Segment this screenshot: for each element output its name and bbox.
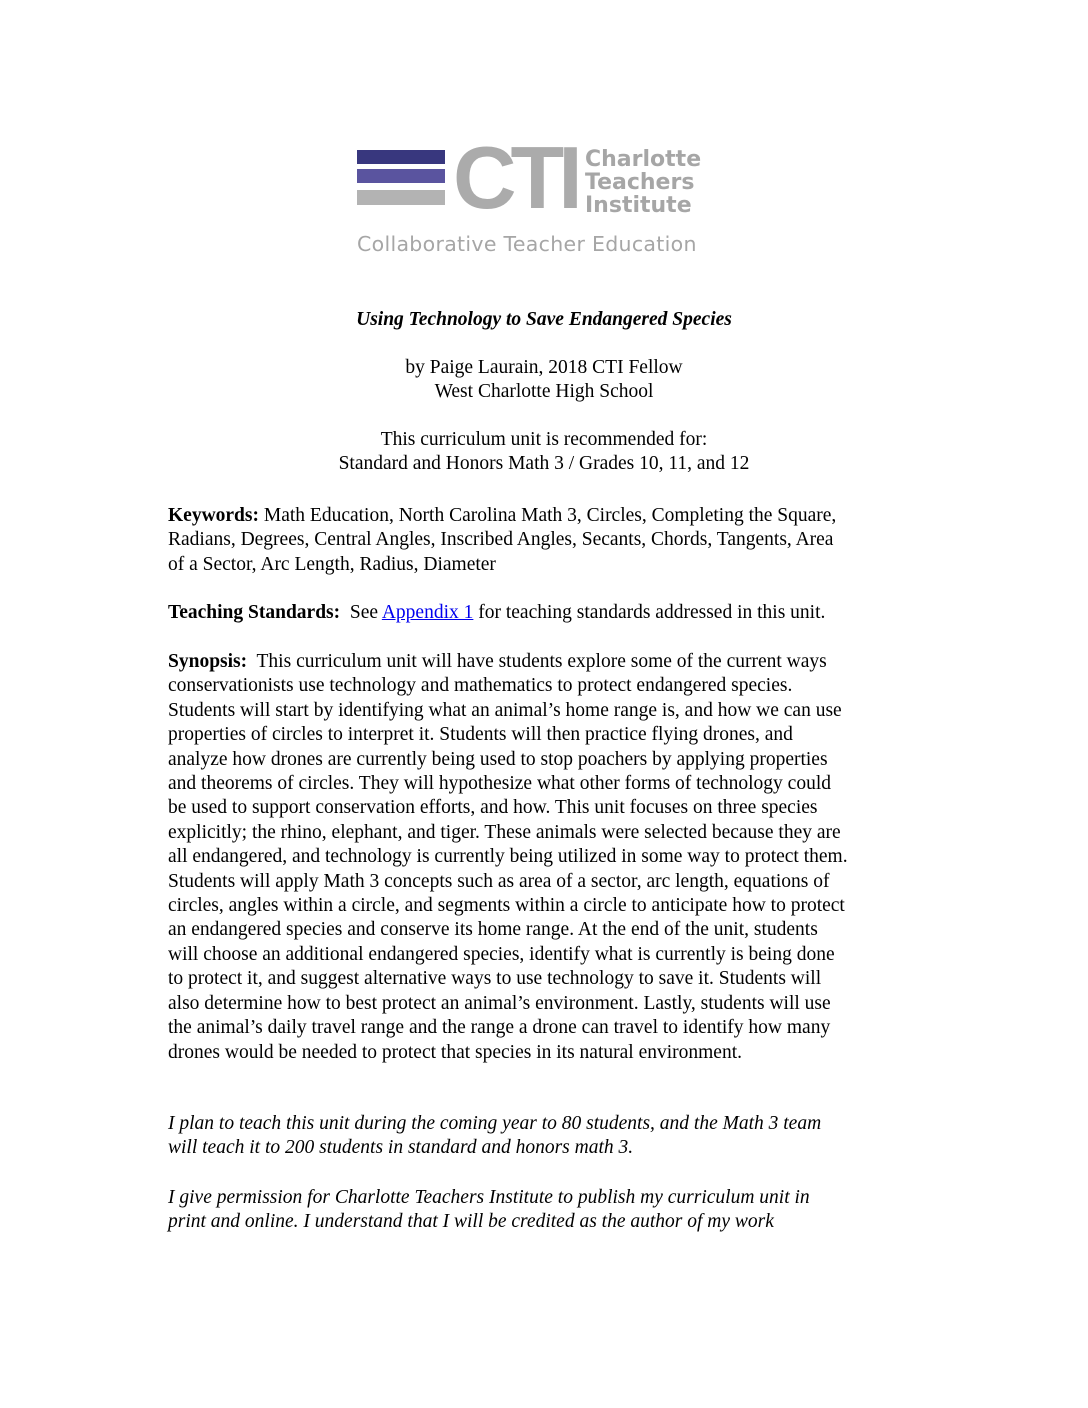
logo-bar-grey xyxy=(357,190,445,205)
synopsis-section xyxy=(168,650,848,1065)
synopsis-line: and theorems of circles. They will hypothesize what other forms of technology could xyxy=(168,773,831,795)
appendix-1-link[interactable]: Appendix 1 xyxy=(381,602,474,623)
keywords-text: Radians, Degrees, Central Angles, Inscribed Angles, Secants, Chords, Tangents, Area xyxy=(168,529,834,551)
audience: Standard and Honors Math 3 / Grades 10, 11, and 12 xyxy=(338,453,750,475)
standards-section xyxy=(168,601,825,625)
byline xyxy=(0,356,1088,405)
logo-bar-navy xyxy=(357,150,445,164)
synopsis-line: be used to support conservation efforts, and how. This unit focuses on three species xyxy=(168,797,818,819)
synopsis-line: analyze how drones are currently being used to stop poachers by applying properties xyxy=(168,748,828,770)
logo-name-line: Charlotte xyxy=(585,147,702,172)
synopsis-line: drones would be needed to protect that species in its natural environment. xyxy=(168,1041,743,1063)
permission-statement xyxy=(168,1186,810,1235)
keywords-text: Math Education, North Carolina Math 3, Circles, Completing the Square, xyxy=(259,505,837,526)
synopsis-line: explicitly; the rhino, elephant, and tiger. These animals were selected because they are xyxy=(168,821,841,843)
synopsis-line: circles, angles within a circle, and segments within a circle to anticipate how to protect xyxy=(168,895,845,917)
logo-tagline: Collaborative Teacher Education xyxy=(357,232,697,256)
permission-line: I give permission for Charlotte Teachers Institute to publish my curriculum unit in xyxy=(168,1187,810,1208)
synopsis-line: to protect it, and suggest alternative ways to use technology to save it. Students will xyxy=(168,968,822,990)
synopsis-line: conservationists use technology and mathematics to protect endangered species. xyxy=(168,675,793,697)
plan-line: will teach it to 200 students in standard and honors math 3. xyxy=(168,1137,634,1159)
recommended-label: This curriculum unit is recommended for: xyxy=(380,429,708,450)
synopsis-line: Students will apply Math 3 concepts such as area of a sector, arc length, equations of xyxy=(168,870,830,892)
synopsis-line: an endangered species and conserve its home range. At the end of the unit, students xyxy=(168,919,818,941)
logo-name xyxy=(585,148,701,217)
plan-line: I plan to teach this unit during the coming year to 80 students, and the Math 3 team xyxy=(168,1113,822,1134)
synopsis-line: all endangered, and technology is currently being utilized in some way to protect them. xyxy=(168,846,848,868)
standards-label: Teaching Standards: xyxy=(168,602,341,623)
logo-name-line: Teachers xyxy=(585,170,695,195)
cti-logo xyxy=(357,128,717,260)
standards-text: for teaching standards addressed in this unit. xyxy=(473,602,826,623)
keywords-section xyxy=(168,504,836,577)
recommendation xyxy=(0,428,1088,477)
school: West Charlotte High School xyxy=(434,381,654,403)
logo-name-line: Institute xyxy=(585,193,692,218)
keywords-label: Keywords: xyxy=(168,505,259,526)
logo-mark: CTI xyxy=(453,128,577,227)
synopsis-line: will choose an additional endangered species, identify what is currently is being done xyxy=(168,943,835,965)
plan-statement xyxy=(168,1112,821,1161)
standards-text: See xyxy=(340,602,382,623)
synopsis-label: Synopsis: xyxy=(168,651,248,672)
permission-line: print and online. I understand that I will be credited as the author of my work xyxy=(168,1211,774,1233)
document-title: Using Technology to Save Endangered Species xyxy=(356,309,732,330)
synopsis-text: This curriculum unit will have students explore some of the current ways xyxy=(247,651,827,672)
synopsis-line: the animal’s daily travel range and the range a drone can travel to identify how many xyxy=(168,1017,831,1039)
logo-bar-purple xyxy=(357,169,445,183)
author: by Paige Laurain, 2018 CTI Fellow xyxy=(405,357,683,378)
synopsis-line: Students will start by identifying what an animal’s home range is, and how we can use xyxy=(168,699,842,721)
keywords-text: of a Sector, Arc Length, Radius, Diameter xyxy=(168,553,496,575)
synopsis-line: properties of circles to interpret it. Students will then practice flying drones, and xyxy=(168,724,793,746)
synopsis-line: also determine how to best protect an animal’s environment. Lastly, students will use xyxy=(168,992,831,1014)
